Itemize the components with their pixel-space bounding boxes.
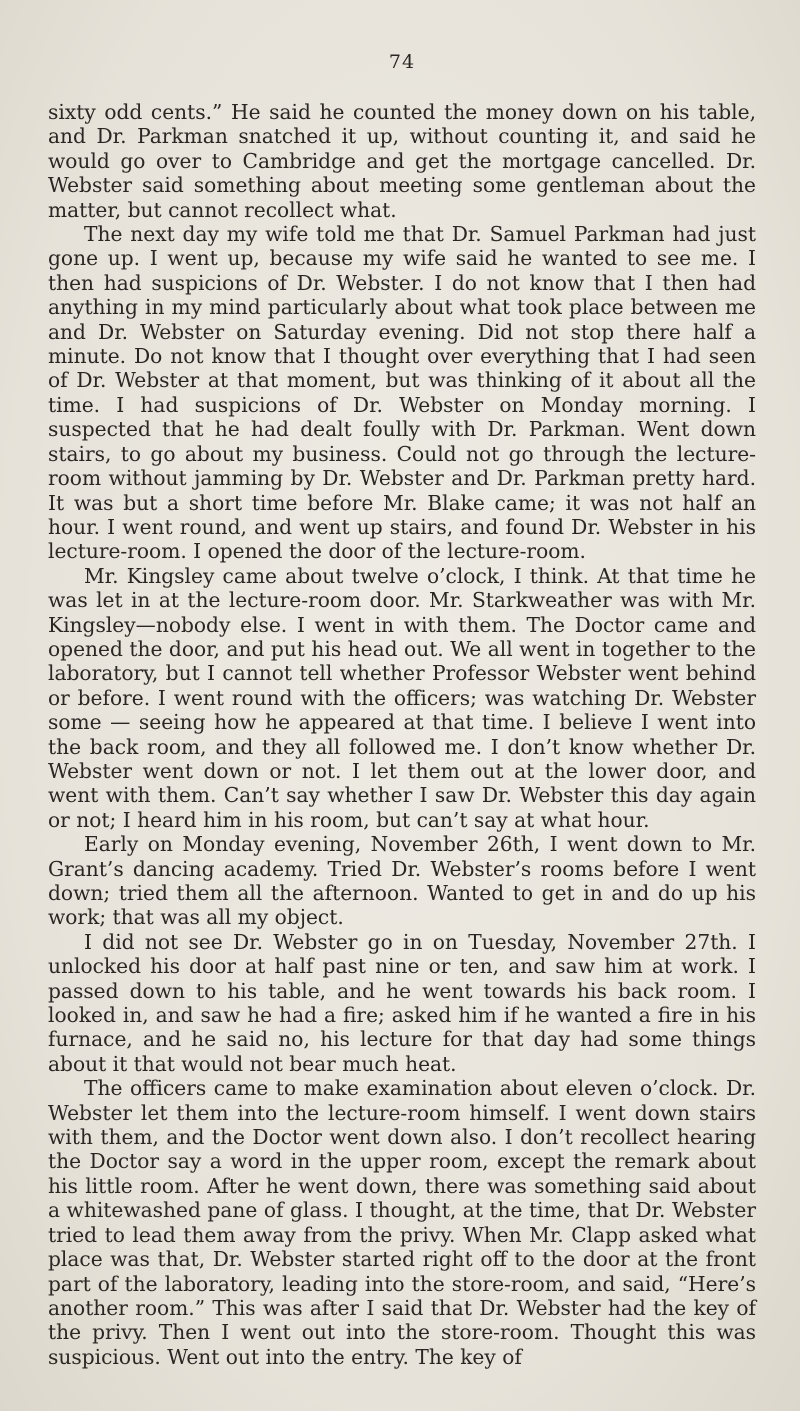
paragraph-5: I did not see Dr. Webster go in on Tuesday, November 27th. I unlocked his door at half past nine or ten, and saw him at work. I passed down to his table, and he went towards his back room. I looked in, and saw he had a fire; asked him if he wanted a fire in his furnace, and he said no, his lecture for that day had some things about it that would not bear much heat.	[48, 929, 756, 1076]
paragraph-3: Mr. Kingsley came about twelve o’clock, I think. At that time he was let in at the lecture-room door. Mr. Starkweather was with Mr. Kingsley—nobody else. I went in with them. The Doctor came and opened the door, and put his head out. We all went in together to the laboratory, but I cannot tell whether Professor Webster went behind or before. I went round with the officers; was watching Dr. Webster some — seeing how he appeared at that time. I believe I went into the back room, and they all followed me. I don’t know whether Dr. Webster went down or not. I let them out at the lower door, and went with them. Can’t say whether I saw Dr. Webster this day again or not; I heard him in his room, but can’t say at what hour.	[48, 563, 756, 832]
body-text	[48, 100, 756, 1369]
paragraph-1: sixty odd cents.” He said he counted the money down on his table, and Dr. Parkman snatched it up, without counting it, and said he would go over to Cambridge and get the mortgage cancelled. Dr. Webster said something about meeting some gentleman about the matter, but cannot recollect what.	[48, 100, 756, 222]
paragraph-6: The officers came to make examination about eleven o’clock. Dr. Webster let them into the lecture-room himself. I went down stairs with them, and the Doctor went down also. I don’t recollect hearing the Doctor say a word in the upper room, except the remark about his little room. After he went down, there was something said about a whitewashed pane of glass. I thought, at the time, that Dr. Webster tried to lead them away from the privy. When Mr. Clapp asked what place was that, Dr. Webster started right off to the door at the front part of the laboratory, leading into the store-room, and said, “Here’s another room.” This was after I said that Dr. Webster had the key of the privy. Then I went out into the store-room. Thought this was suspicious. Went out into the entry. The key of	[48, 1076, 756, 1369]
paragraph-2: The next day my wife told me that Dr. Samuel Parkman had just gone up. I went up, because my wife said he wanted to see me. I then had suspicions of Dr. Webster. I do not know that I then had anything in my mind particularly about what took place between me and Dr. Webster on Saturday evening. Did not stop there half a minute. Do not know that I thought over everything that I had seen of Dr. Webster at that moment, but was thinking of it about all the time. I had suspicions of Dr. Webster on Monday morning. I suspected that he had dealt foully with Dr. Parkman. Went down stairs, to go about my business. Could not go through the lecture-room without jamming by Dr. Webster and Dr. Parkman pretty hard. It was but a short time before Mr. Blake came; it was not half an hour. I went round, and went up stairs, and found Dr. Webster in his lecture-room. I opened the door of the lecture-room.	[48, 222, 756, 564]
paragraph-4: Early on Monday evening, November 26th, I went down to Mr. Grant’s dancing academy. Tried Dr. Webster’s rooms before I went down; tried them all the afternoon. Wanted to get in and do up his work; that was all my object.	[48, 832, 756, 930]
page-number: 74	[388, 51, 416, 73]
